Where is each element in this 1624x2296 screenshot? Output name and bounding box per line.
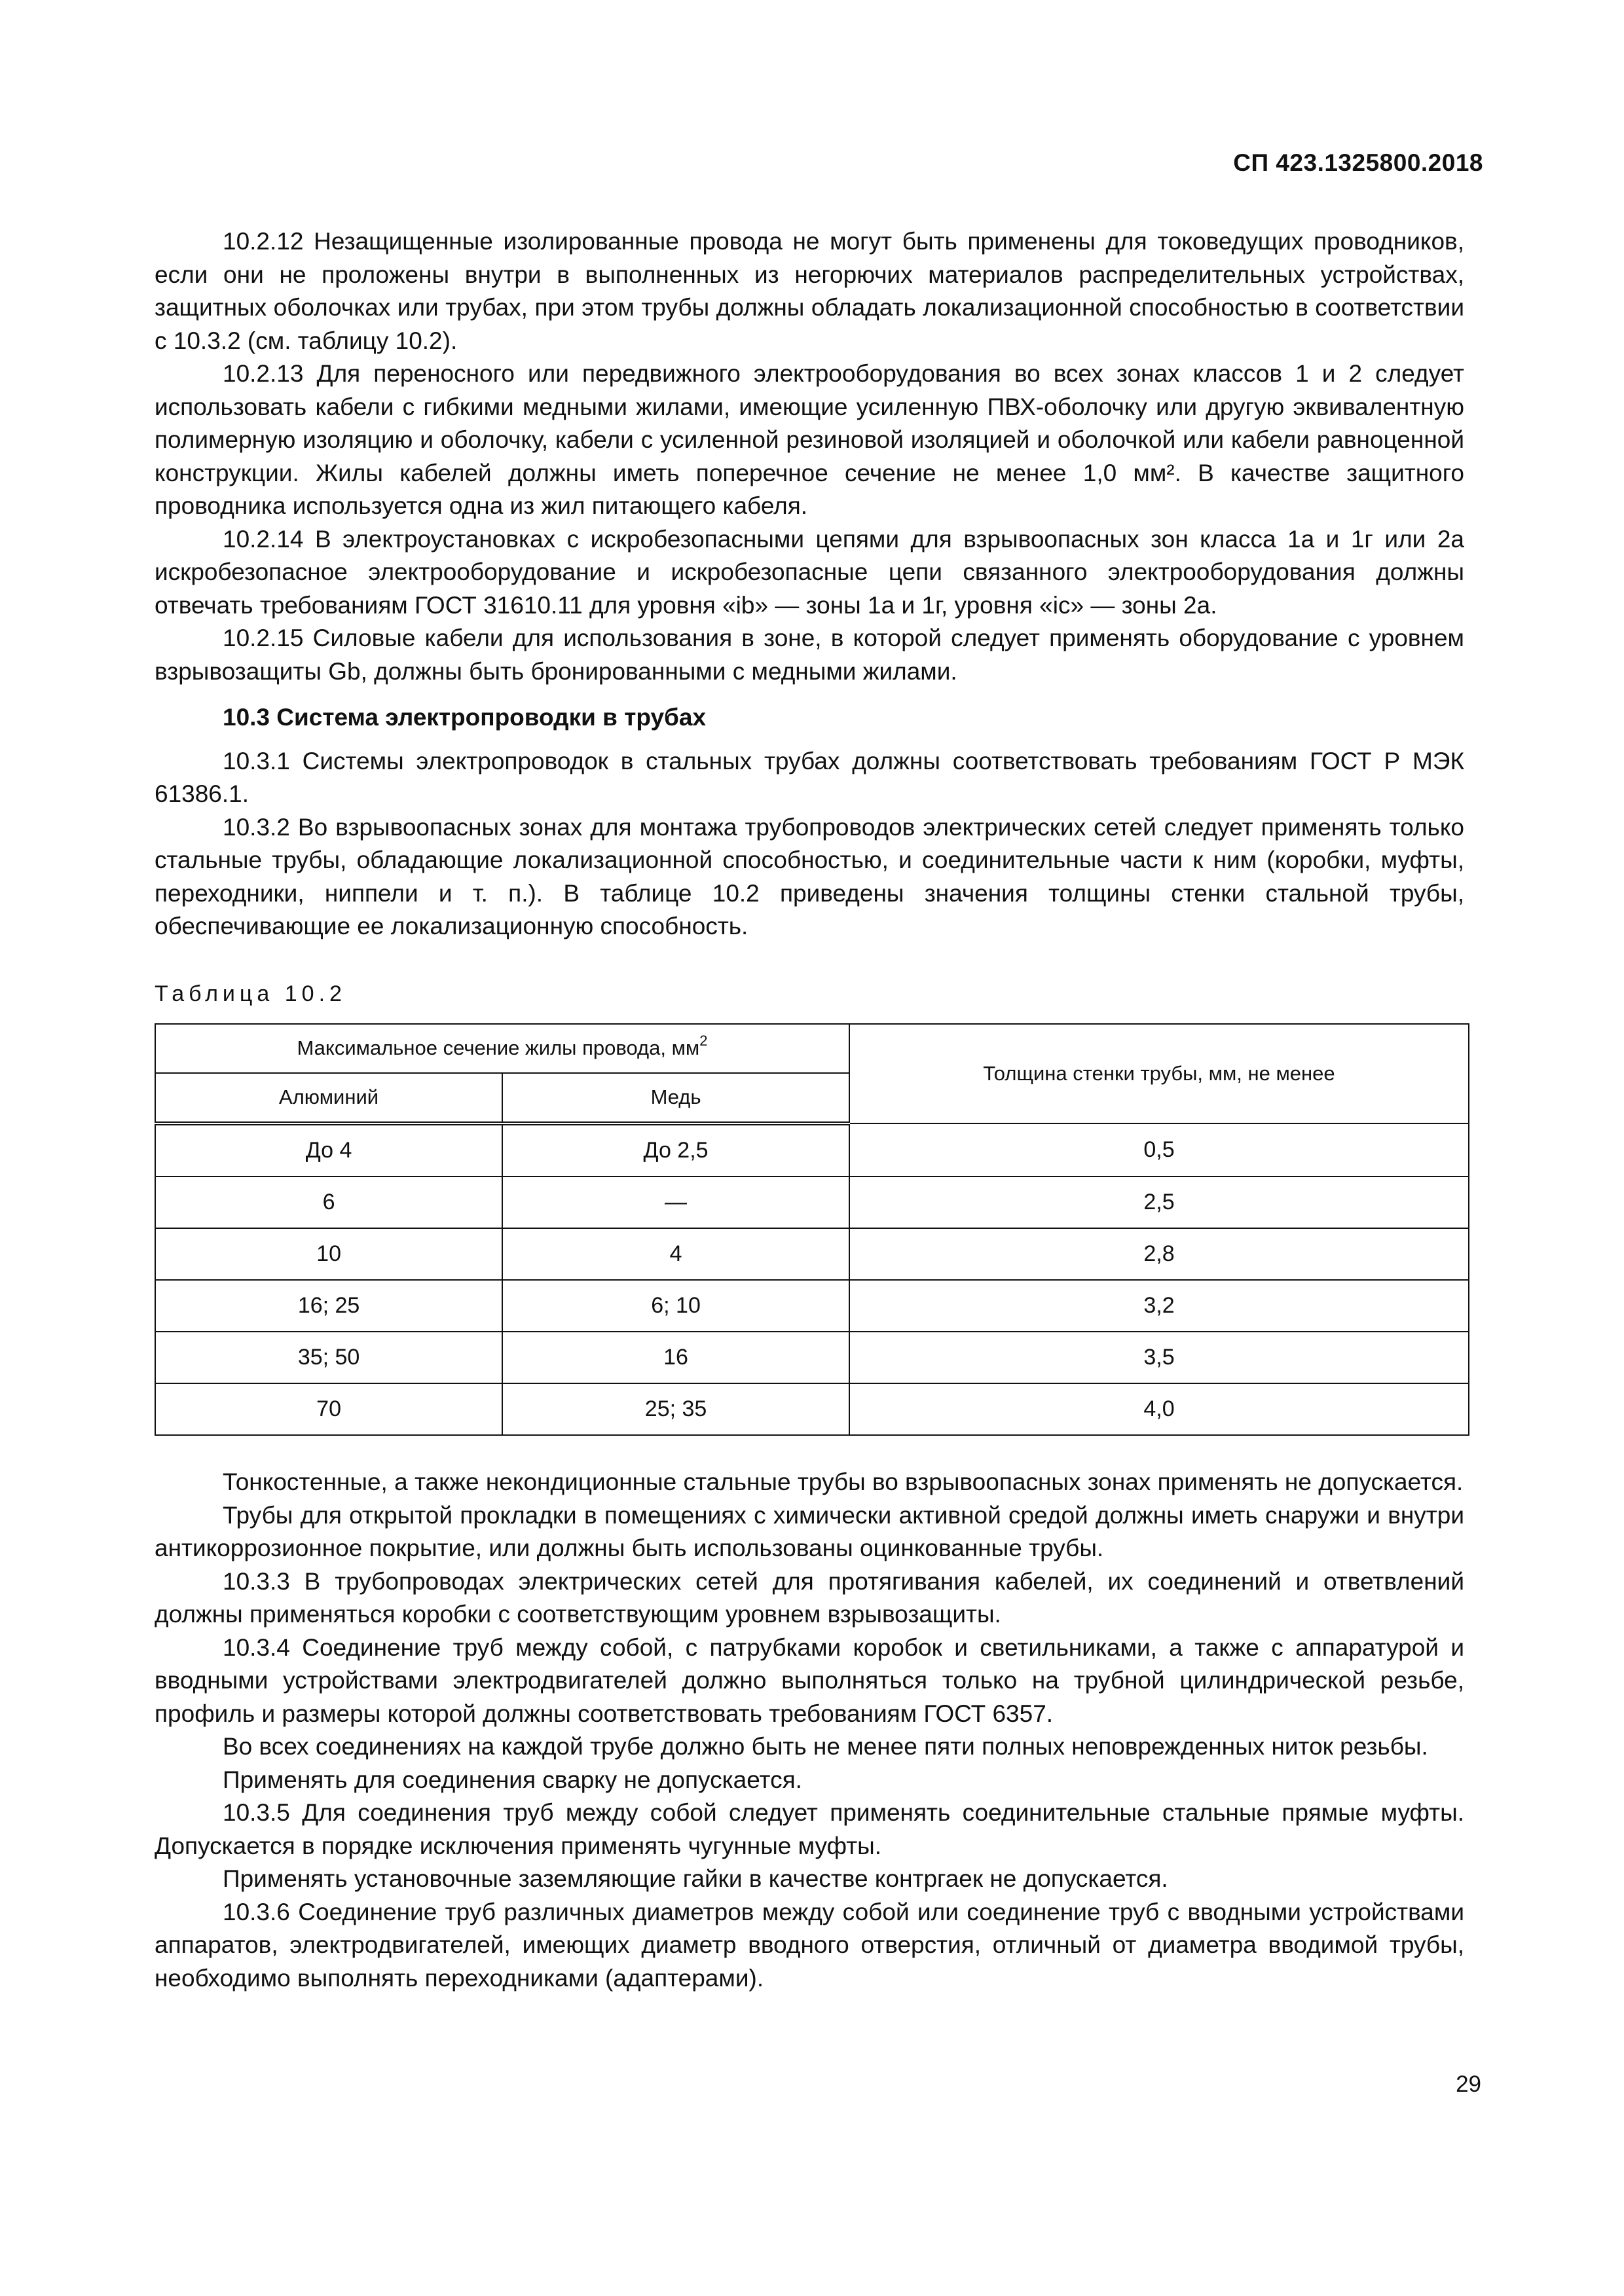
cell-thickness: 2,5 bbox=[849, 1176, 1469, 1228]
cell-thickness: 3,2 bbox=[849, 1280, 1469, 1332]
cell-thickness: 0,5 bbox=[849, 1123, 1469, 1176]
table-row bbox=[155, 1123, 1469, 1176]
cell-copper: 4 bbox=[502, 1228, 849, 1280]
header-copper: Медь bbox=[502, 1073, 849, 1123]
cell-copper: — bbox=[502, 1176, 849, 1228]
table-row bbox=[155, 1176, 1469, 1228]
cell-copper: До 2,5 bbox=[502, 1123, 849, 1176]
page-content bbox=[155, 225, 1464, 1995]
cell-aluminium: До 4 bbox=[155, 1123, 502, 1176]
cell-aluminium: 35; 50 bbox=[155, 1332, 502, 1383]
paragraph-no-welding: Применять для соединения сварку не допускается. bbox=[223, 1766, 802, 1793]
paragraph-open-laying-pipes: Трубы для открытой прокладки в помещениях с химически активной средой должны иметь снаружи и внутри антикоррозионное покрытие, или должны быть использованы оцинкованные трубы. bbox=[155, 1501, 1464, 1561]
paragraph-10-3-1: 10.3.1 Системы электропроводок в стальных трубах должны соответствовать требованиям ГОСТ Р МЭК 61386.1. bbox=[155, 747, 1464, 807]
header-max-cross-section bbox=[155, 1024, 849, 1073]
table-row bbox=[155, 1228, 1469, 1280]
table-caption: Таблица 10.2 bbox=[155, 981, 346, 1006]
paragraph-thin-walled-pipes: Тонкостенные, а также некондиционные стальные трубы во взрывоопасных зонах применять не допускается. bbox=[223, 1468, 1464, 1495]
pipe-wall-thickness-table bbox=[155, 1023, 1469, 1436]
paragraph-10-3-6: 10.3.6 Соединение труб различных диаметров между собой или соединение труб с вводными устройствами аппаратов, электродвигателей, имеющих диаметр вводного отверстия, отличный от диаметра вводимой трубы, необходимо выполнять переходниками (адаптерами). bbox=[155, 1898, 1464, 1992]
header-unit-superscript: 2 bbox=[699, 1032, 708, 1049]
cell-copper: 6; 10 bbox=[502, 1280, 849, 1332]
paragraph-10-2-13: 10.2.13 Для переносного или передвижного электрооборудования во всех зонах классов 1 и 2 следует использовать кабели с гибкими медными жилами, имеющие усиленную ПВХ-оболочку или другую эквивалентную полимерную изоляцию и оболочку, кабели с усиленной резиновой изоляцией и оболочкой или кабели равноценной конструкции. Жилы кабелей должны иметь поперечное сечение не менее 1,0 мм². В качестве защитного проводника используется одна из жил питающего кабеля. bbox=[155, 360, 1464, 519]
paragraph-locknuts: Применять установочные заземляющие гайки в качестве контргаек не допускается. bbox=[223, 1865, 1168, 1892]
paragraph-10-2-15: 10.2.15 Силовые кабели для использования в зоне, в которой следует применять оборудование с уровнем взрывозащиты Gb, должны быть бронированными с медными жилами. bbox=[155, 625, 1464, 685]
table-row bbox=[155, 1383, 1469, 1435]
cell-aluminium: 10 bbox=[155, 1228, 502, 1280]
cell-thickness: 4,0 bbox=[849, 1383, 1469, 1435]
paragraph-10-3-2: 10.3.2 Во взрывоопасных зонах для монтажа трубопроводов электрических сетей следует применять только стальные трубы, обладающие локализационной способностью, и соединительные части к ним (коробки, муфты, переходники, ниппели и т. п.). В таблице 10.2 приведены значения толщины стенки стальной трубы, обеспечивающие ее локализационную способность. bbox=[155, 813, 1464, 939]
header-aluminium: Алюминий bbox=[155, 1073, 502, 1123]
cell-aluminium: 70 bbox=[155, 1383, 502, 1435]
paragraph-10-2-14: 10.2.14 В электроустановках с искробезопасными цепями для взрывоопасных зон класса 1а и 1г или 2а искробезопасное электрооборудование и искробезопасные цепи связанного электрооборудования должны отвечать требованиям ГОСТ 31610.11 для уровня «ib» — зоны 1а и 1г, уровня «ic» — зоны 2а. bbox=[155, 525, 1464, 619]
cell-aluminium: 6 bbox=[155, 1176, 502, 1228]
header-max-cross-section-text: Максимальное сечение жилы провода, мм bbox=[297, 1036, 700, 1060]
table-row bbox=[155, 1332, 1469, 1383]
cell-thickness: 3,5 bbox=[849, 1332, 1469, 1383]
table-row bbox=[155, 1280, 1469, 1332]
header-wall-thickness: Толщина стенки трубы, мм, не менее bbox=[849, 1024, 1469, 1123]
cell-copper: 25; 35 bbox=[502, 1383, 849, 1435]
paragraph-10-2-12: 10.2.12 Незащищенные изолированные провода не могут быть применены для токоведущих проводников, если они не проложены внутри в выполненных из негорючих материалов распределительных устройствах, защитных оболочках или трубах, при этом трубы должны обладать локализационной способностью в соответствии с 10.3.2 (см. таблицу 10.2). bbox=[155, 228, 1464, 354]
section-heading-10-3: 10.3 Система электропроводки в трубах bbox=[223, 704, 707, 731]
cell-thickness: 2,8 bbox=[849, 1228, 1469, 1280]
cell-copper: 16 bbox=[502, 1332, 849, 1383]
page-number: 29 bbox=[1456, 2071, 1481, 2097]
paragraph-10-3-3: 10.3.3 В трубопроводах электрических сетей для протягивания кабелей, их соединений и ответвлений должны применяться коробки с соответствующим уровнем взрывозащиты. bbox=[155, 1567, 1464, 1628]
document-code: СП 423.1325800.2018 bbox=[1233, 149, 1483, 176]
paragraph-10-3-4: 10.3.4 Соединение труб между собой, с патрубками коробок и светильниками, а также с аппаратурой и вводными устройствами электродвигателей должно выполняться только на трубной цилиндрической резьбе, профиль и размеры которой должны соответствовать требованиям ГОСТ 6357. bbox=[155, 1633, 1464, 1727]
paragraph-thread-count: Во всех соединениях на каждой трубе должно быть не менее пяти полных неповрежденных ниток резьбы. bbox=[223, 1733, 1428, 1760]
paragraph-10-3-5: 10.3.5 Для соединения труб между собой следует применять соединительные стальные прямые муфты. Допускается в порядке исключения применять чугунные муфты. bbox=[155, 1799, 1464, 1859]
cell-aluminium: 16; 25 bbox=[155, 1280, 502, 1332]
